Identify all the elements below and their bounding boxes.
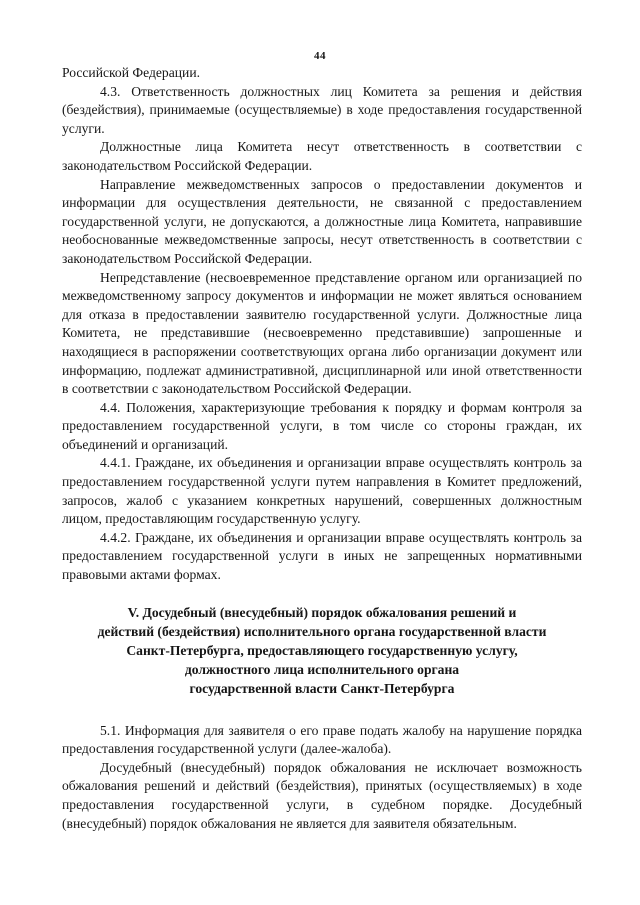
section-heading-line: государственной власти Санкт-Петербурга: [189, 680, 455, 696]
paragraph: 4.4.2. Граждане, их объединения и организации вправе осуществлять контроль за предоставлением государственной услуги в иных не запрещенных нормативными правовыми актами формах.: [62, 529, 582, 583]
paragraph: Досудебный (внесудебный) порядок обжалования не исключает возможность обжалования решений и действий (бездействия), принятых (осуществляемых) в ходе предоставления государственной услуги, в судебном порядке. Досудебный (внесудебный) порядок обжалования не является для заявителя обязательным.: [62, 759, 582, 831]
section-heading-line: должностного лица исполнительного органа: [184, 661, 460, 677]
paragraph: 4.3. Ответственность должностных лиц Комитета за решения и действия (бездействия), принимаемые (осуществляемые) в ходе предоставления государственной услуги.: [62, 83, 582, 136]
paragraph: Направление межведомственных запросов о предоставлении документов и информации для осуществления деятельности, не связанной с предоставлением государственной услуги, не допускаются, а должностные лица Комитета, направившие необоснованные межведомственные запросы, несут ответственность в соответствии с законодательством Российской Федерации.: [62, 176, 582, 266]
section-heading-line: действий (бездействия) исполнительного органа государственной власти: [97, 623, 547, 639]
paragraph: Должностные лица Комитета несут ответственность в соответствии с законодательством Российской Федерации.: [62, 139, 582, 173]
paragraphs-before-heading: [62, 64, 582, 585]
paragraph: Российской Федерации.: [62, 65, 200, 80]
paragraph: 4.4.1. Граждане, их объединения и организации вправе осуществлять контроль за предоставлением государственной услуги путем направления в Комитет предложений, запросов, жалоб с указанием конкретных нарушений, совершенных должностным лицом, предоставляющим государственную услугу.: [62, 455, 582, 527]
paragraphs-after-heading: [62, 722, 582, 834]
section-heading-line: Санкт-Петербурга, предоставляющего государственную услугу,: [126, 642, 518, 658]
section-heading-line: V. Досудебный (внесудебный) порядок обжалования решений и: [127, 604, 517, 620]
paragraph: Непредставление (несвоевременное представление органом или организацией по межведомственному запросу документов и информации не может являться основанием для отказа в предоставлении заявителю государственной услуги. Должностные лица Комитета, не представившие (несвоевременно представившие) запрошенные и находящиеся в распоряжении соответствующих органа либо организации документ или информацию, подлежат административной, дисциплинарной или иной ответственности в соответствии с законодательством Российской Федерации.: [62, 269, 582, 397]
paragraph: 4.4. Положения, характеризующие требования к порядку и формам контроля за предоставлением государственной услуги, в том числе со стороны граждан, их объединений и организаций.: [62, 399, 582, 452]
page-number: 44: [314, 50, 326, 62]
section-heading: [62, 603, 582, 698]
paragraph: 5.1. Информация для заявителя о его праве подать жалобу на нарушение порядка предоставления государственной услуги (далее-жалоба).: [62, 722, 582, 757]
document-body: [62, 64, 582, 833]
